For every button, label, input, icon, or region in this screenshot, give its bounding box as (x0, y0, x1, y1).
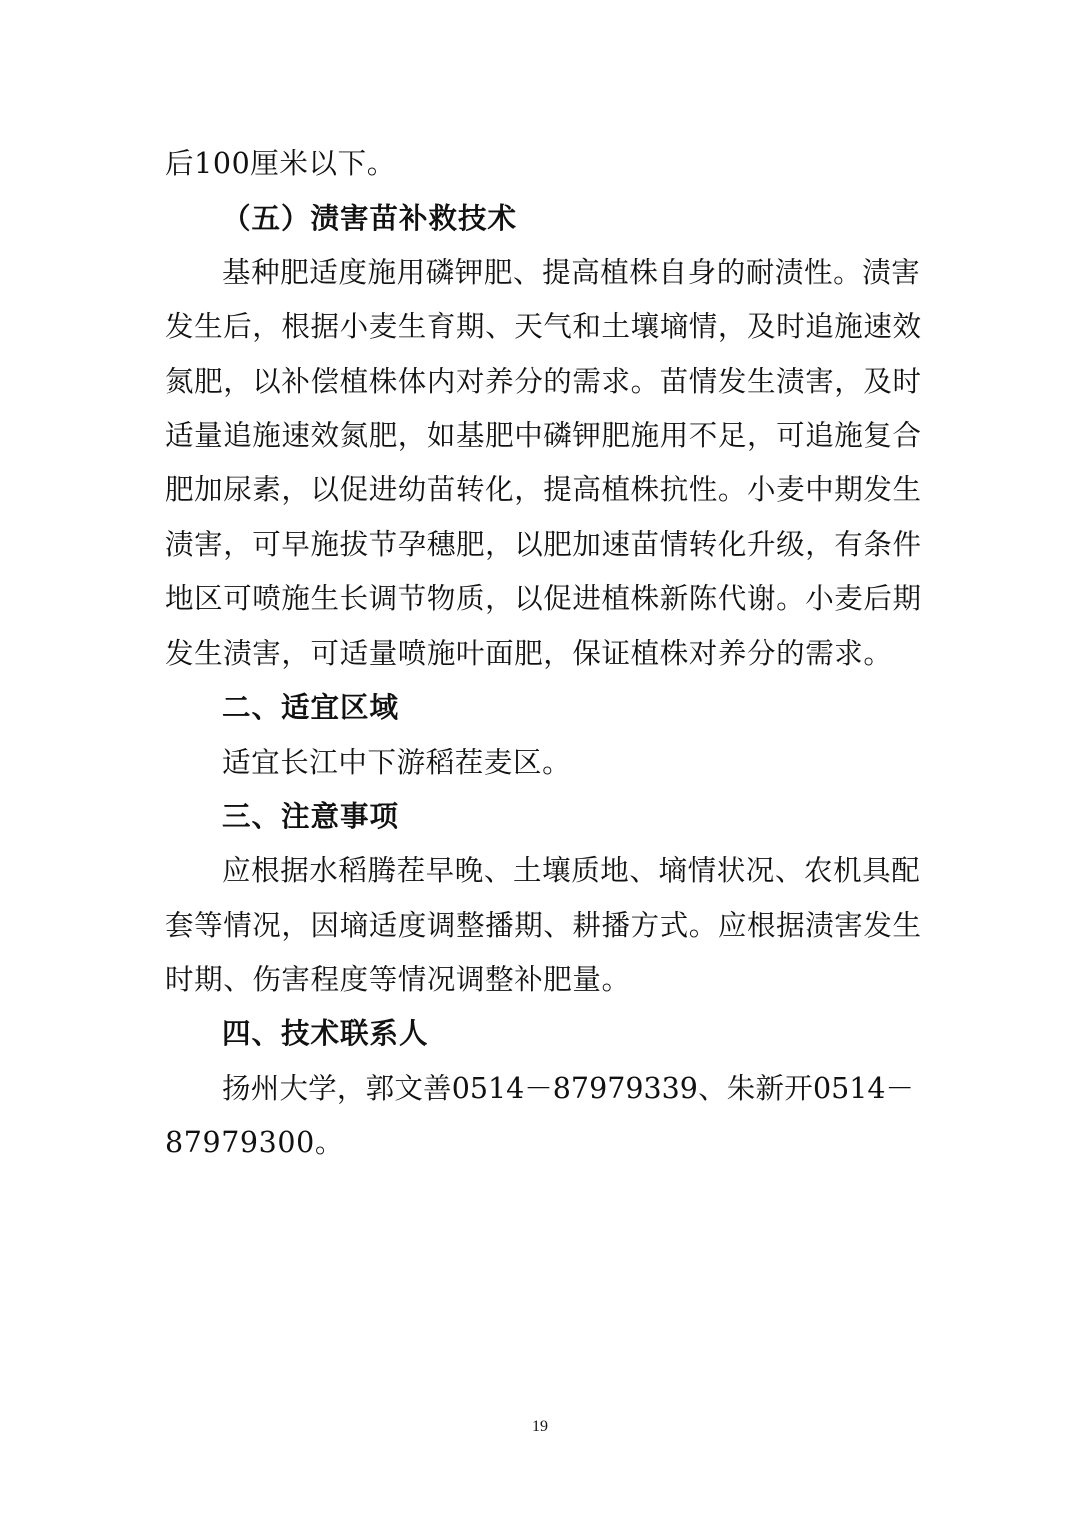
paragraph-line: 适宜长江中下游稻茬麦区。 (222, 746, 572, 779)
paragraph-line: 地区可喷施生长调节物质，以促进植株新陈代谢。小麦后期 (165, 582, 922, 615)
paragraph-line: 发生渍害，可适量喷施叶面肥，保证植株对养分的需求。 (165, 637, 893, 670)
section-heading: 三、注意事项 (222, 800, 400, 833)
page-number: 19 (532, 1418, 548, 1435)
paragraph-line: 时期、伤害程度等情况调整补肥量。 (165, 963, 631, 996)
section-heading: （五）渍害苗补救技术 (222, 202, 518, 235)
paragraph-line: 应根据水稻腾茬早晚、土壤质地、墒情状况、农机具配 (222, 854, 921, 887)
paragraph-line: 肥加尿素，以促进幼苗转化，提高植株抗性。小麦中期发生 (165, 473, 922, 506)
paragraph-line: 渍害，可早施拔节孕穗肥，以肥加速苗情转化升级，有条件 (165, 528, 922, 561)
section-heading: 二、适宜区域 (222, 691, 400, 724)
contact-line: 扬州大学，郭文善0514－87979339、朱新开0514－ (222, 1072, 914, 1105)
paragraph-line: 发生后，根据小麦生育期、天气和土壤墒情，及时追施速效 (165, 310, 922, 343)
contact-line: 87979300。 (165, 1126, 344, 1159)
paragraph-line: 套等情况，因墒适度调整播期、耕播方式。应根据渍害发生 (165, 909, 922, 942)
text-line: 后100厘米以下。 (165, 147, 396, 180)
paragraph-line: 氮肥，以补偿植株体内对养分的需求。苗情发生渍害，及时 (165, 365, 922, 398)
section-heading: 四、技术联系人 (222, 1017, 429, 1050)
paragraph-line: 适量追施速效氮肥，如基肥中磷钾肥施用不足，可追施复合 (165, 419, 922, 452)
paragraph-line: 基种肥适度施用磷钾肥、提高植株自身的耐渍性。渍害 (222, 256, 921, 289)
